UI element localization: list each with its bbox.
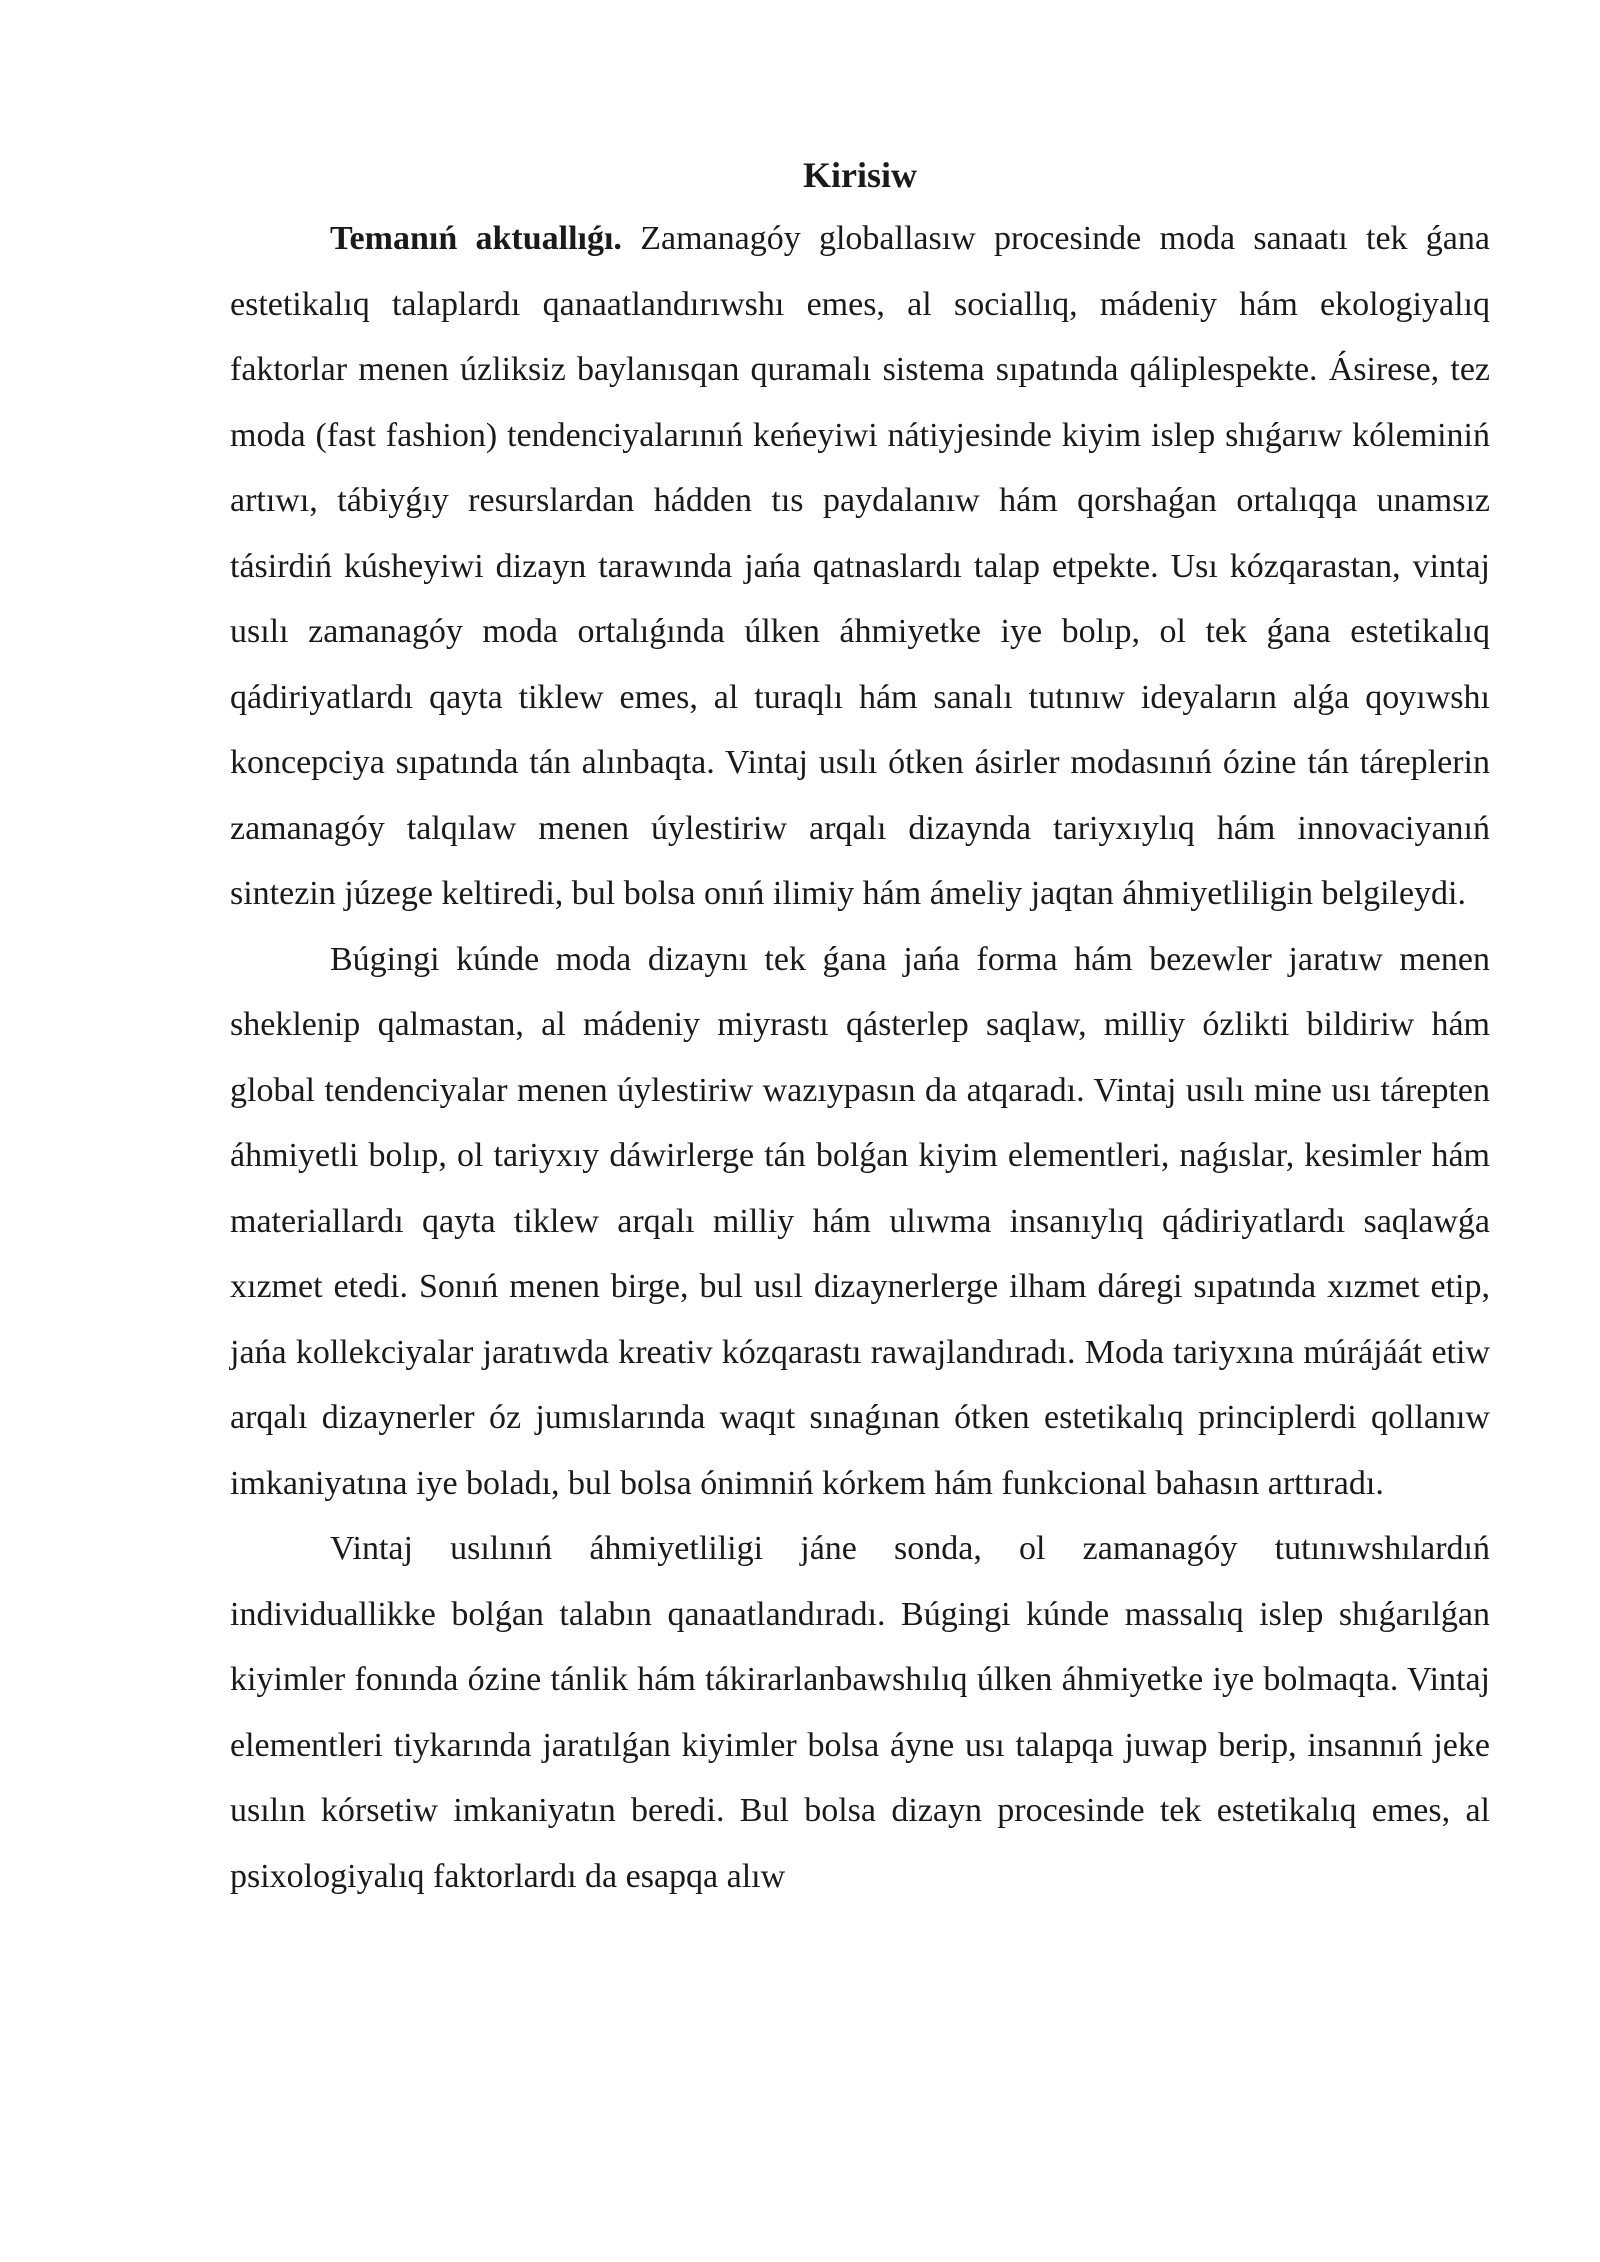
intro-paragraph — [230, 206, 1490, 927]
paragraph-3: Vintaj usılınıń áhmiyetliligi jáne sonda, ol zamanagóy tutınıwshılardıń individuallikke bolǵan talabın qanaatlandıradı. Búgingi kúnde massalıq islep shıǵarılǵan kiyimler fonında ózine tánlik hám tákirarlanbawshılıq úlken áhmiyetke iye bolmaqta. Vintaj elementleri tiykarında jaratılǵan kiyimler bolsa áyne usı talapqa juwap berip, insannıń jeke usılın kórsetiw imkaniyatın beredi. Bul bolsa dizayn procesinde tek estetikalıq emes, al psixologiyalıq faktorlardı da esapqa alıw — [230, 1530, 1490, 1895]
document-title: Kirisiw — [803, 155, 917, 195]
paragraph-2: Búgingi kúnde moda dizaynı tek ǵana jańa forma hám bezewler jaratıw menen sheklenip qalmastan, al mádeniy miyrastı qásterlep saqlaw, milliy ózlikti bildiriw hám global tendenciyalar menen úylestiriw wazıypasın da atqaradı. Vintaj usılı mine usı tárepten áhmiyetli bolıp, ol tariyxıy dáwirlerge tán bolǵan kiyim elementleri, naǵıslar, kesimler hám materiallardı qayta tiklew arqalı milliy hám ulıwma insanıylıq qádiriyatlardı saqlawǵa xızmet etedi. Sonıń menen birge, bul usıl dizaynerlerge ilham dáregi sıpatında xızmet etip, jańa kollekciyalar jaratıwda kreativ kózqarastı rawajlandıradı. Moda tariyxına múrájáát etiw arqalı dizaynerler óz jumıslarında waqıt sınaǵınan ótken estetikalıq principlerdi qollanıw imkaniyatına iye boladı, bul bolsa ónimniń kórkem hám funkcional bahasın arttıradı. — [230, 940, 1490, 1502]
document-page — [230, 150, 1490, 1909]
intro-lead: Temanıń aktuallıǵı. — [330, 220, 622, 257]
intro-text: Zamanagóy globallasıw procesinde moda sanaatı tek ǵana estetikalıq talaplardı qanaatlandırıwshı emes, al sociallıq, mádeniy hám ekologiyalıq faktorlar menen úzliksiz baylanısqan quramalı sistema sıpatında qáliplespekte. Ásirese, tez moda (fast fashion) tendenciyalarınıń keńeyiwi nátiyjesinde kiyim islep shıǵarıw kóleminiń artıwı, tábiyǵıy resurslardan hádden tıs paydalanıw hám qorshaǵan ortalıqqa unamsız tásirdiń kúsheyiwi dizayn tarawında jańa qatnaslardı talap etpekte. Usı kózqarastan, vintaj usılı zamanagóy moda ortalıǵında úlken áhmiyetke iye bolıp, ol tek ǵana estetikalıq qádiriyatlardı qayta tiklew emes, al turaqlı hám sanalı tutınıw ideyaların alǵa qoyıwshı koncepciya sıpatında tán alınbaqta. Vintaj usılı ótken ásirler modasınıń ózine tán táreplerin zamanagóy talqılaw menen úylestiriw arqalı dizaynda tariyxıylıq hám innovaciyanıń sintezin júzege keltiredi, bul bolsa onıń ilimiy hám ámeliy jaqtan áhmiyetliligin belgileydi. — [230, 220, 1490, 912]
